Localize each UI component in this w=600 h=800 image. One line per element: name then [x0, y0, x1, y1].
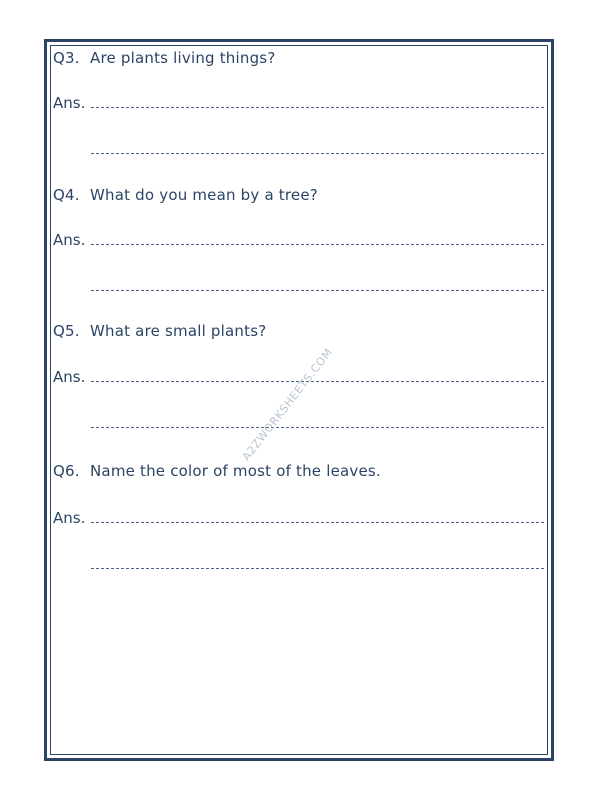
- answer-line[interactable]: [91, 522, 544, 523]
- answer-label: Ans.: [53, 94, 86, 112]
- question-text: Name the color of most of the leaves.: [90, 462, 381, 480]
- answer-line[interactable]: [91, 290, 544, 291]
- question-5: [53, 322, 266, 340]
- answer-line[interactable]: [91, 244, 544, 245]
- question-number: Q5.: [53, 322, 80, 340]
- question-number: Q4.: [53, 186, 80, 204]
- question-text: Are plants living things?: [90, 49, 276, 67]
- answer-line[interactable]: [91, 153, 544, 154]
- answer-label: Ans.: [53, 231, 86, 249]
- question-3: [53, 49, 275, 67]
- question-number: Q3.: [53, 49, 80, 67]
- answer-line[interactable]: [91, 427, 544, 428]
- answer-label: Ans.: [53, 509, 86, 527]
- question-6: [53, 462, 381, 480]
- question-4: [53, 186, 318, 204]
- watermark: A2ZWORKSHEETS.COM: [239, 345, 336, 464]
- answer-label: Ans.: [53, 368, 86, 386]
- answer-line[interactable]: [91, 568, 544, 569]
- answer-line[interactable]: [91, 107, 544, 108]
- question-text: What are small plants?: [90, 322, 267, 340]
- answer-line[interactable]: [91, 381, 544, 382]
- question-number: Q6.: [53, 462, 80, 480]
- question-text: What do you mean by a tree?: [90, 186, 318, 204]
